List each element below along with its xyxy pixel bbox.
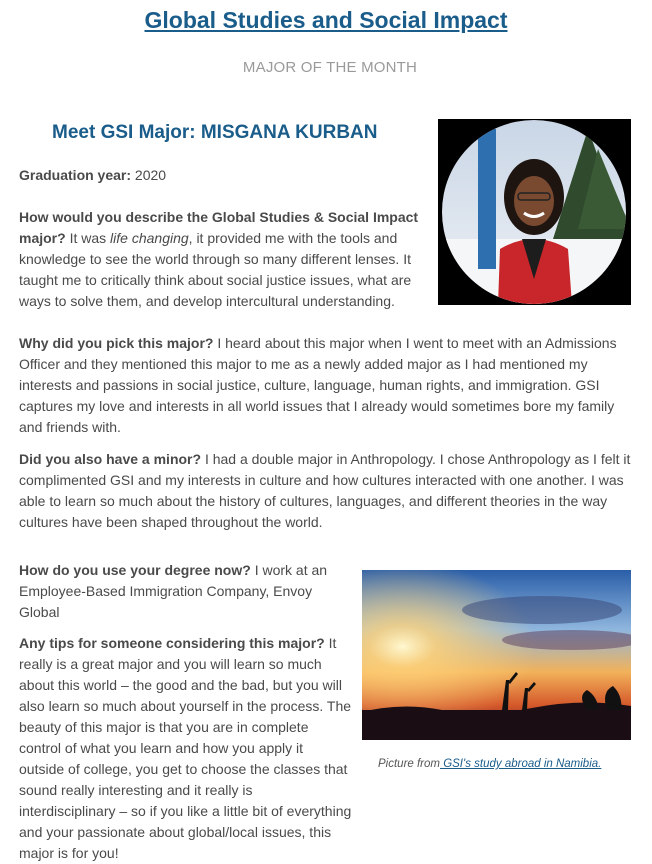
qa-minor [19,449,634,533]
answer-minor: I had a double major in Anthropology. I chose Anthropology as I felt it complimented GSI and my interests in culture and how cultures interacted with one another. I was able to learn so much about the history of cultures, languages, and different theories in the way cultures have been shaped throughout the world. [19,451,631,530]
answer-why: I heard about this major when I went to meet with an Admissions Officer and they mentioned this major to me as a newly added major as I had mentioned my interests and passions in social justice, culture, language, human rights, and immigration. GSI captures my love and interests in all world issues that I already would sometimes bore my family and friends with. [19,335,617,435]
namibia-sunset-photo [362,570,631,740]
caption-prefix: Picture from [378,758,440,770]
qa-describe [19,207,424,312]
sunset-landscape-icon [362,570,631,740]
answer-describe-emphasis: life changing [110,230,189,246]
qa-tips [19,633,352,864]
graduation-year [19,165,166,186]
qa-degree [19,560,339,623]
answer-describe-post: , it provided me with the tools and knowledge to see the world through so many different lenses. It taught me to critically think about social justice issues, what are ways to solve them, and develop intercultural understanding. [19,230,412,309]
photo-caption [378,758,601,770]
student-portrait-icon [438,119,631,305]
answer-tips: It really is a great major and you will learn so much about this world – the good and the bad, but you will also learn so much about yourself in the process. The beauty of this major is that you are in complete control of what you learn and how you apply it outside of college, you get to choose the classes that sound really interesting and it really is interdisciplinary – so if you like a little bit of everything and your passionate about global/local issues, this major is for you! [19,635,352,861]
graduation-label: Graduation year: [19,167,132,183]
caption-link[interactable]: GSI's study abroad in Namibia. [440,758,602,770]
section-subtitle: MAJOR OF THE MONTH [242,59,418,76]
question-tips: Any tips for someone considering this major? [19,635,325,651]
profile-heading: Meet GSI Major: MISGANA KURBAN [52,122,378,143]
question-degree: How do you use your degree now? [19,562,251,578]
qa-why [19,333,634,438]
newsletter-title[interactable]: Global Studies and Social Impact [144,7,508,33]
answer-describe-pre: It was [69,230,107,246]
question-minor: Did you also have a minor? [19,451,202,467]
graduation-value: 2020 [134,167,167,183]
student-portrait-photo [438,119,631,305]
question-describe: How would you describe the Global Studies & Social Impact major? [19,209,419,246]
question-why: Why did you pick this major? [19,335,214,351]
answer-degree: I work at an Employee-Based Immigration Company, Envoy Global [19,562,328,620]
